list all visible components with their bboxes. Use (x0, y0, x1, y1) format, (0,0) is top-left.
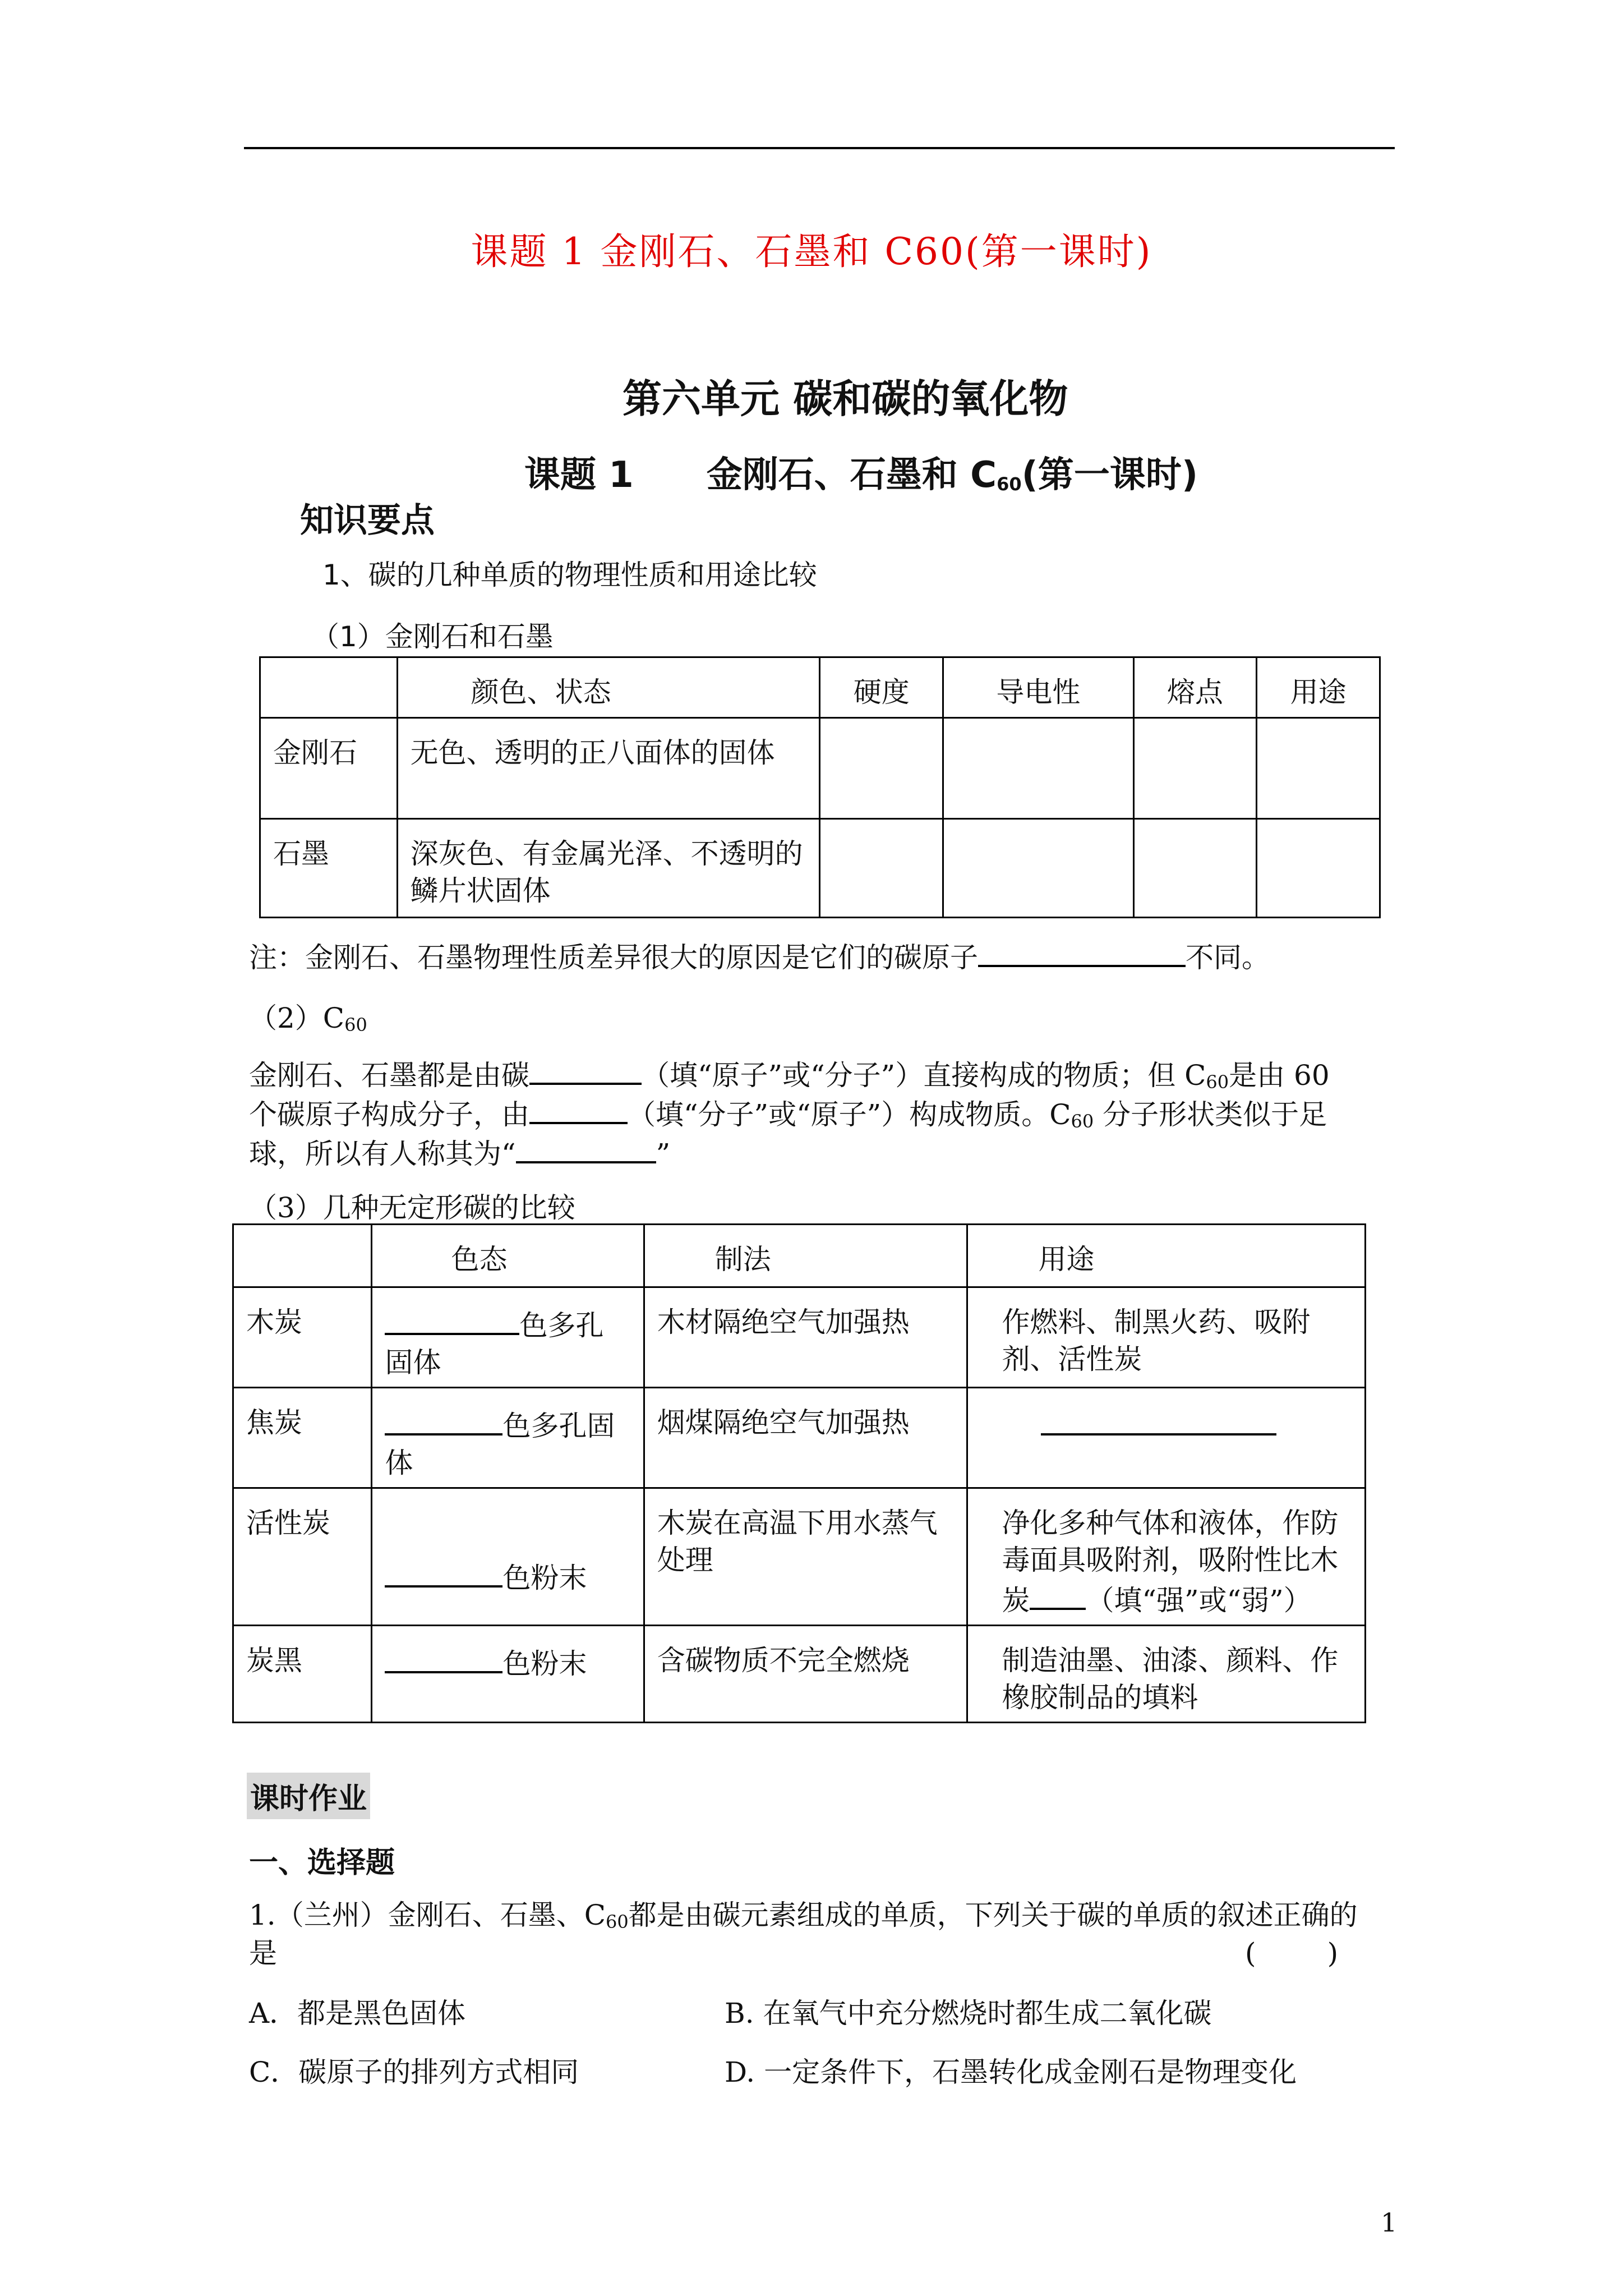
table-header-cell (260, 657, 398, 718)
table-cell (372, 1388, 644, 1488)
table-header-cell: 用途 (967, 1225, 1366, 1287)
table-row (233, 1388, 1366, 1488)
table-cell: 木材隔绝空气加强热 (644, 1287, 967, 1388)
use-text: （填“强”或“弱”） (1086, 1584, 1312, 1617)
option-b: B. 在氧气中充分燃烧时都生成二氧化碳 (725, 1997, 1212, 2030)
page-title: 课题 1 金刚石、石墨和 C60(第一课时) (471, 230, 1152, 273)
knowledge-sub-1: （1）金刚石和石墨 (311, 620, 554, 653)
c60-text: 是由 60 (1229, 1059, 1330, 1092)
c60-label (249, 999, 1399, 1045)
answer-blank (529, 1093, 628, 1124)
table-cell: 烟煤隔绝空气加强热 (644, 1388, 967, 1488)
table-header-row (233, 1225, 1366, 1287)
table-header-cell (233, 1225, 372, 1287)
unit-title: 第六单元 碳和碳的氧化物 (623, 376, 1068, 422)
table-header-cell: 颜色、状态 (397, 657, 820, 718)
table-row (260, 718, 1380, 819)
note-text-end: 不同。 (1186, 941, 1270, 974)
table-cell (372, 1488, 644, 1626)
table-header-cell: 导电性 (943, 657, 1133, 718)
table-cell (1257, 819, 1380, 918)
question-sub: 60 (605, 1911, 629, 1932)
table-cell (372, 1626, 644, 1723)
amorphous-carbon-heading: （3）几种无定形碳的比较 (249, 1191, 575, 1224)
answer-blank (385, 1304, 519, 1335)
c60-sub: 60 (1206, 1071, 1229, 1093)
state-text: 色粉末 (502, 1562, 587, 1594)
option-c: C．碳原子的排列方式相同 (249, 2056, 579, 2088)
table-cell (943, 819, 1133, 918)
table-cell (1133, 819, 1257, 918)
knowledge-item-1: 1、碳的几种单质的物理性质和用途比较 (322, 559, 817, 591)
answer-blank (385, 1556, 502, 1588)
table-cell: 石墨 (260, 819, 398, 918)
lesson-name-post: (第一课时) (1021, 454, 1198, 496)
c60-text: 个碳原子构成分子，由 (249, 1098, 529, 1131)
table-cell: 木炭 (233, 1287, 372, 1388)
option-a: A．都是黑色固体 (249, 1997, 466, 2030)
table-cell: 活性炭 (233, 1488, 372, 1626)
homework-heading: 课时作业 (247, 1773, 370, 1819)
table-row (233, 1287, 1366, 1388)
answer-blank (529, 1053, 642, 1085)
c60-text: （填“分子”或“原子”）构成物质。C (628, 1098, 1071, 1131)
answer-blank (385, 1404, 502, 1435)
c60-text: 分子形状类似于足 (1094, 1098, 1327, 1131)
lesson-name: 金刚石、石墨和 C (706, 454, 997, 496)
table-header-cell: 硬度 (820, 657, 943, 718)
header-rule (244, 147, 1395, 149)
question-text: 1.（兰州）金刚石、石墨、C (249, 1899, 606, 1931)
state-text: 色多孔固体 (385, 1309, 604, 1379)
table-cell (372, 1287, 644, 1388)
page-number: 1 (1381, 2207, 1398, 2238)
question-text: 都是由碳元素组成的单质，下列关于碳的单质的叙述正确的 (628, 1899, 1358, 1931)
table-cell: 无色、透明的正八面体的固体 (397, 718, 820, 819)
c60-line-3 (249, 1132, 1399, 1174)
table-cell (1257, 718, 1380, 819)
table-row (233, 1488, 1366, 1626)
answer-blank (516, 1132, 656, 1163)
note-line (249, 936, 1399, 977)
use-text: 净化多种气体和液体，作防毒面具吸附剂，吸附性比木炭 (1002, 1507, 1339, 1617)
answer-blank (1030, 1579, 1086, 1610)
c60-label-text: （2）C (249, 1002, 345, 1034)
diamond-graphite-table (259, 656, 1381, 918)
c60-text: 金刚石、石墨都是由碳 (249, 1059, 529, 1092)
table-row (233, 1626, 1366, 1723)
answer-blank (978, 936, 1186, 967)
table-header-cell: 用途 (1257, 657, 1380, 718)
state-text: 色多孔固体 (385, 1410, 615, 1479)
table-cell: 作燃料、制黑火药、吸附剂、活性炭 (967, 1287, 1366, 1388)
answer-blank (1041, 1404, 1276, 1435)
answer-blank (385, 1642, 502, 1673)
table-cell: 制造油墨、油漆、颜料、作橡胶制品的填料 (967, 1626, 1366, 1723)
c60-text: ” (656, 1138, 671, 1170)
table-header-cell: 熔点 (1133, 657, 1257, 718)
section-heading: 一、选择题 (249, 1846, 395, 1880)
lesson-name-sub: 60 (997, 473, 1022, 495)
c60-label-sub: 60 (344, 1014, 367, 1036)
table-cell: 木炭在高温下用水蒸气处理 (644, 1488, 967, 1626)
state-text: 色粉末 (502, 1648, 587, 1680)
table-cell: 深灰色、有金属光泽、不透明的鳞片状固体 (397, 819, 820, 918)
table-cell: 焦炭 (233, 1388, 372, 1488)
knowledge-heading: 知识要点 (300, 501, 435, 540)
amorphous-carbon-table (232, 1223, 1366, 1723)
c60-sub: 60 (1071, 1111, 1094, 1132)
table-cell (820, 819, 943, 918)
note-text: 注：金刚石、石墨物理性质差异很大的原因是它们的碳原子 (249, 941, 978, 974)
table-header-cell: 色态 (372, 1225, 644, 1287)
table-cell (943, 718, 1133, 819)
c60-text: 球，所以有人称其为“ (249, 1138, 516, 1170)
table-row (260, 819, 1380, 918)
table-header-row (260, 657, 1380, 718)
table-cell: 含碳物质不完全燃烧 (644, 1626, 967, 1723)
c60-text: （填“原子”或“分子”）直接构成的物质；但 C (642, 1059, 1206, 1092)
table-cell (820, 718, 943, 819)
table-cell (1133, 718, 1257, 819)
lesson-label: 课题 1 (524, 454, 634, 496)
answer-parentheses: ( ) (1245, 1937, 1339, 1970)
table-cell (967, 1488, 1366, 1626)
question-1-cont: 是 (249, 1937, 277, 1970)
table-cell: 炭黑 (233, 1626, 372, 1723)
option-d: D. 一定条件下，石墨转化成金刚石是物理变化 (725, 2056, 1297, 2088)
question-1 (249, 1896, 1399, 1941)
table-cell (967, 1388, 1366, 1488)
table-header-cell: 制法 (644, 1225, 967, 1287)
table-cell: 金刚石 (260, 718, 398, 819)
lesson-title (524, 446, 1198, 498)
